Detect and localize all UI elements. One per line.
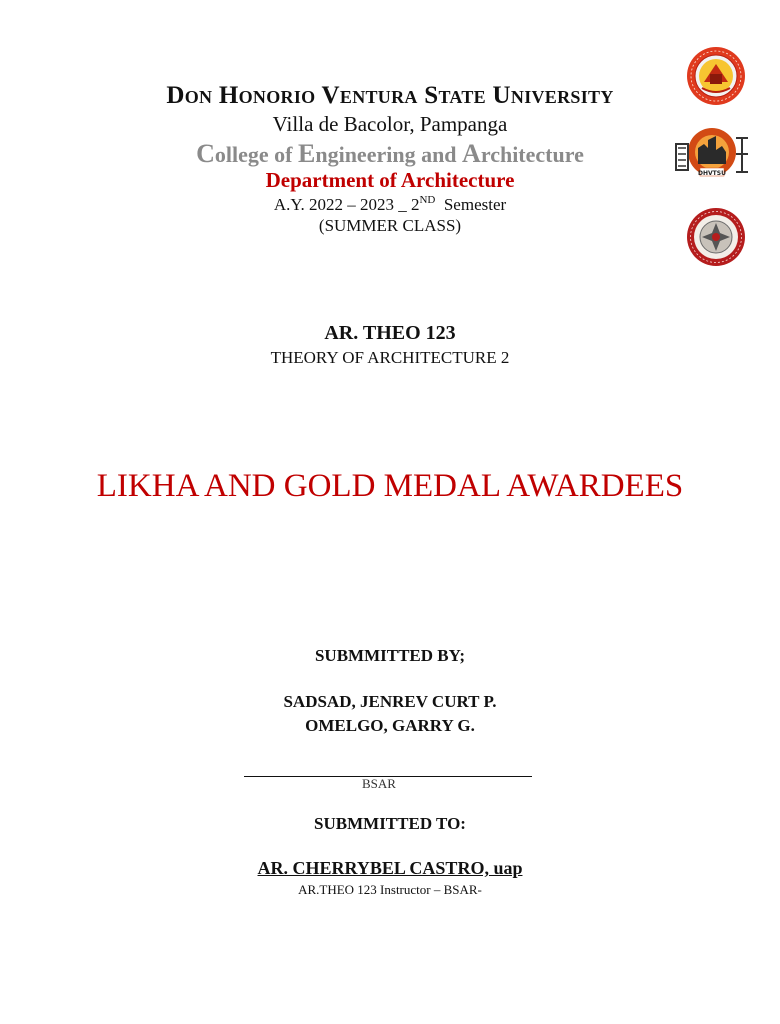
college-rest-3: rchitecture [480,142,584,167]
instructor-role: AR.THEO 123 Instructor – BSAR- [298,882,482,897]
submitter-name: OMELGO, GARRY G. [305,716,475,735]
college-cap-a: A [462,139,481,168]
course-code: AR. THEO 123 [324,322,456,344]
university-location: Villa de Bacolor, Pampanga [272,112,508,136]
submitter-name: SADSAD, JENREV CURT P. [283,692,497,711]
submitted-to-label: SUBMMITTED TO: [314,814,466,833]
class-type: (SUMMER CLASS) [318,216,462,235]
course-title: THEORY OF ARCHITECTURE 2 [270,348,510,367]
college-rest-2: ngineering and [315,142,463,167]
ay-ordinal: ND [419,194,436,206]
architecture-department-seal-icon [686,207,746,267]
department-name: Department of Architecture [265,168,515,192]
report-title: LIKHA AND GOLD MEDAL AWARDEES [96,468,684,504]
college-cap-c: C [196,139,215,168]
ay-suffix: Semester [435,195,507,214]
submitter-names [0,690,780,738]
ay-prefix: A.Y. 2022 – 2023 _ 2 [273,195,420,214]
instructor-name: AR. CHERRYBEL CASTRO, uap [257,858,523,878]
submitted-by-label: SUBMMITTED BY; [314,646,466,665]
university-name: Don Honorio Ventura State University [166,82,614,109]
college-rest-1: ollege of [214,142,298,167]
college-name [0,139,780,169]
college-cap-e: E [298,139,316,168]
program-label: BSAR [362,776,396,791]
dhvsu-seal-icon [686,46,746,106]
logo-dhvtsu-text: DHVTSU [698,170,726,177]
engineering-architecture-logo-icon [674,124,750,182]
academic-year [0,194,780,215]
